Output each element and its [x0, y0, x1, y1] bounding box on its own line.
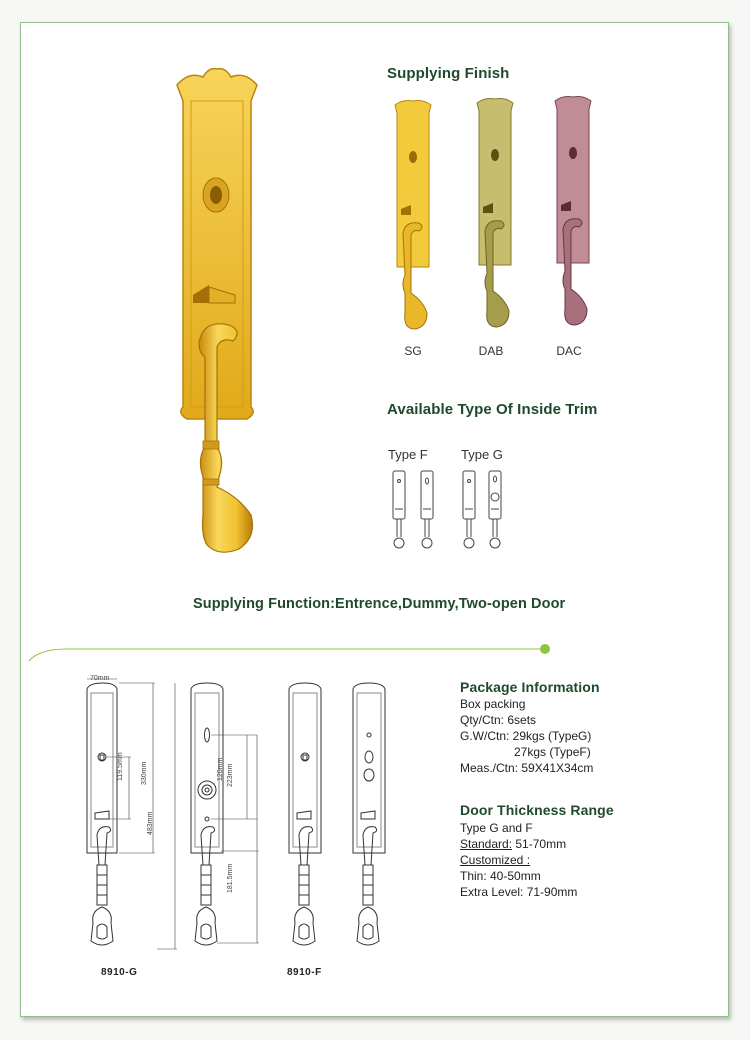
technical-drawing-8910-g	[71, 675, 271, 975]
model-label-f: 8910-F	[287, 967, 322, 978]
package-line-gw-f: 27kgs (TypeF)	[514, 745, 591, 759]
door-thickness-heading: Door Thickness Range	[460, 802, 614, 818]
type-g-label: Type G	[461, 447, 503, 462]
technical-drawing-8910-f	[279, 675, 409, 975]
standard-value: 51-70mm	[512, 837, 567, 851]
dim-e: 223mm	[227, 763, 234, 787]
thickness-type-line: Type G and F	[460, 821, 533, 835]
dim-f: 181.5mm	[227, 863, 234, 893]
package-line-gw-g: G.W/Ctn: 29kgs (TypeG)	[460, 729, 592, 743]
thickness-thin-line: Thin: 40-50mm	[460, 869, 541, 883]
finish-label-dac: DAC	[556, 344, 582, 358]
thickness-standard-line	[460, 836, 566, 852]
package-line-qty: Qty/Ctn: 6sets	[460, 713, 537, 727]
finish-label-dab: DAB	[478, 344, 504, 358]
type-f-label: Type F	[388, 447, 428, 462]
thickness-customized-label: Customized :	[460, 853, 531, 867]
standard-label: Standard:	[460, 837, 513, 851]
finish-sg-image	[389, 99, 437, 333]
supplying-function-text: Supplying Function:Entrence,Dummy,Two-open Door	[193, 596, 566, 612]
package-info-heading: Package Information	[460, 679, 600, 695]
supplying-finish-heading: Supplying Finish	[387, 65, 510, 82]
model-label-g: 8910-G	[101, 967, 138, 978]
dim-b: 330mm	[141, 761, 148, 785]
inside-trim-heading: Available Type Of Inside Trim	[387, 401, 598, 418]
dim-width: 70mm	[90, 675, 110, 682]
finish-label-sg: SG	[404, 344, 422, 358]
inside-trim-diagram	[389, 469, 539, 551]
package-line-box: Box packing	[460, 697, 526, 711]
finish-dab-image	[471, 97, 519, 333]
product-sheet	[20, 22, 729, 1017]
finish-dac-image	[549, 95, 597, 333]
dim-c: 483mm	[147, 811, 154, 835]
dim-d: 120mm	[217, 757, 224, 781]
dim-a: 119.5mm	[117, 752, 124, 781]
thickness-extra-line: Extra Level: 71-90mm	[460, 885, 578, 899]
package-line-meas: Meas./Ctn: 59X41X34cm	[460, 761, 594, 775]
section-divider	[27, 641, 557, 665]
main-handleset-image	[169, 67, 265, 557]
